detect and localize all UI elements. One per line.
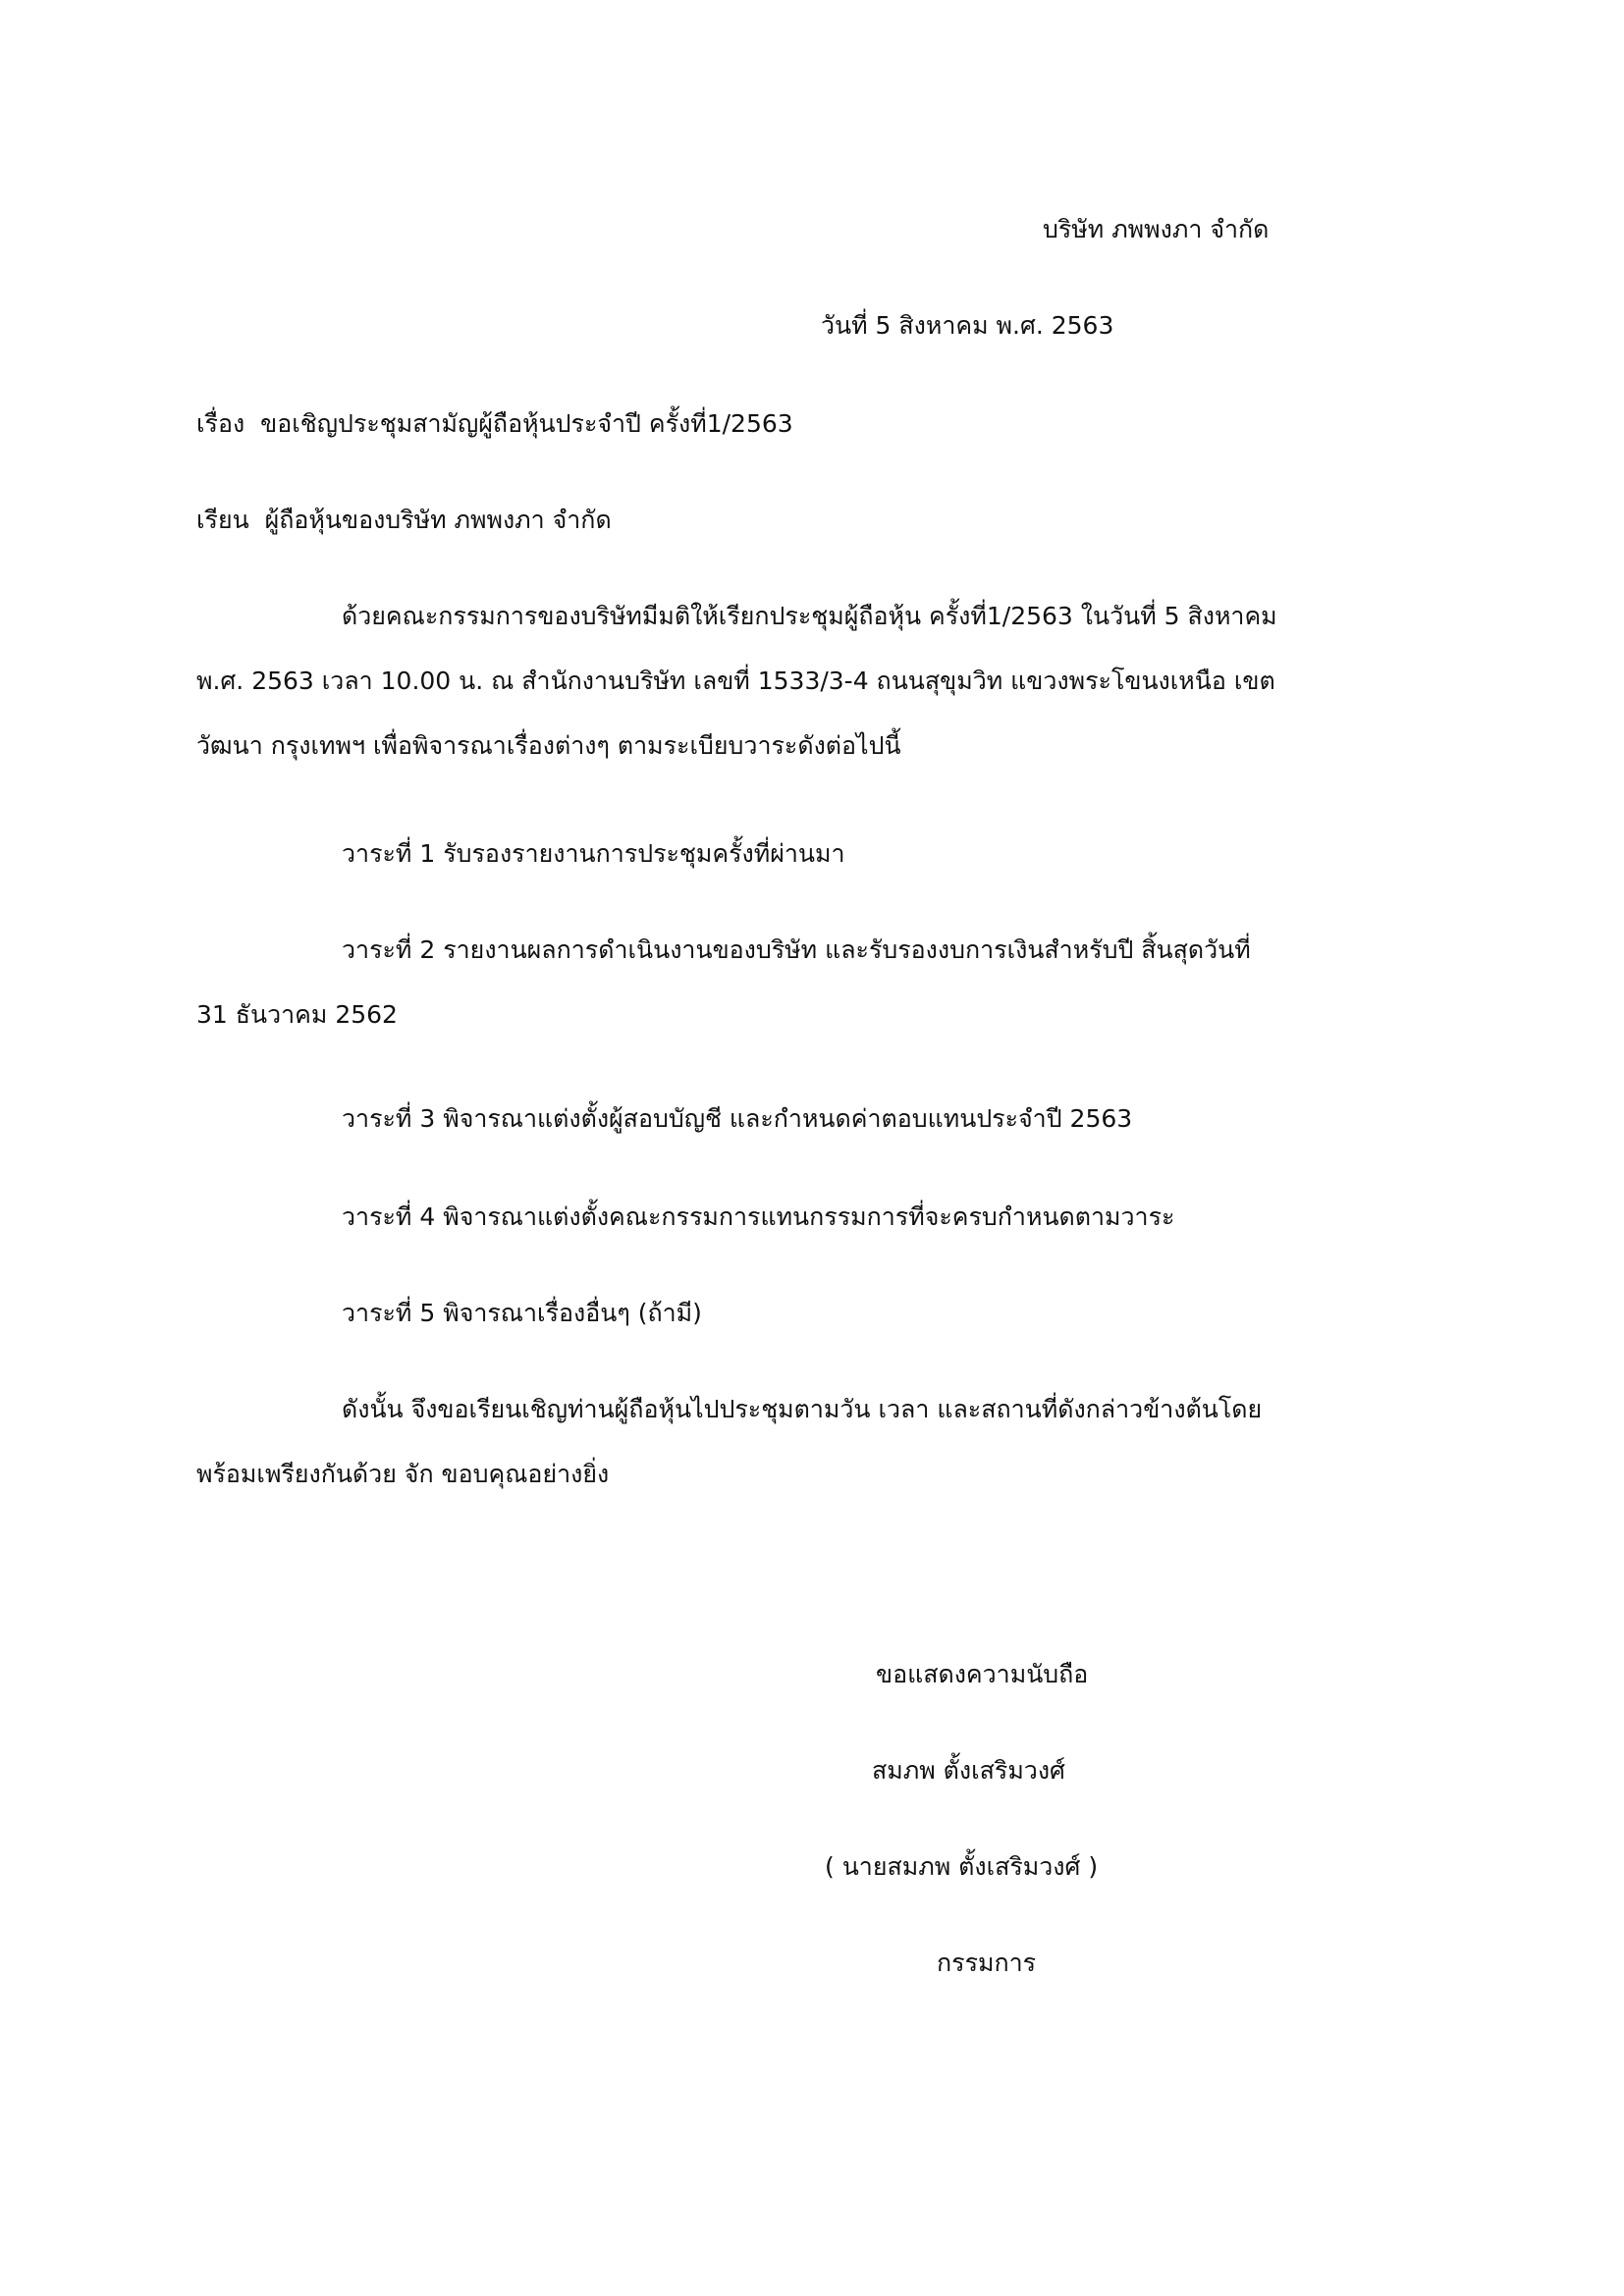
closing-line-2: พร้อมเพรียงกันด้วย จัก ขอบคุณอย่างยิ่ง bbox=[196, 1460, 610, 1488]
recipient-line bbox=[196, 503, 612, 538]
intro-line-3: วัฒนา กรุงเทพฯ เพื่อพิจารณาเรื่องต่างๆ ตามระเบียบวาระดังต่อไปนี้ bbox=[196, 731, 901, 760]
intro-line-2: พ.ศ. 2563 เวลา 10.00 น. ณ สำนักงานบริษัท เลขที่ 1533/3-4 ถนนสุขุมวิท แขวงพระโขนงเหนือ เขต bbox=[196, 667, 1275, 695]
closing-paragraph bbox=[196, 1392, 1414, 1500]
recipient-label: เรียน bbox=[196, 506, 249, 534]
agenda-item-3: วาระที่ 3 พิจารณาแต่งตั้งผู้สอบบัญชี และกำหนดค่าตอบแทนประจำปี 2563 bbox=[342, 1104, 1133, 1133]
letter-date: วันที่ 5 สิงหาคม พ.ศ. 2563 bbox=[821, 311, 1114, 340]
agenda-item-4: วาระที่ 4 พิจารณาแต่งตั้งคณะกรรมการแทนกรรมการที่จะครบกำหนดตามวาระ bbox=[342, 1202, 1175, 1231]
signed-name: สมภพ ตั้งเสริมวงศ์ bbox=[872, 1756, 1065, 1785]
recipient-text: ผู้ถือหุ้นของบริษัท ภพพงภา จำกัด bbox=[264, 506, 612, 534]
signer-position: กรรมการ bbox=[937, 1949, 1037, 1977]
agenda-item-1: วาระที่ 1 รับรองรายงานการประชุมครั้งที่ผ่านมา bbox=[342, 839, 845, 868]
subject-label: เรื่อง bbox=[196, 409, 245, 438]
subject-text: ขอเชิญประชุมสามัญผู้ถือหุ้นประจำปี ครั้งที่1/2563 bbox=[260, 409, 793, 438]
subject-line bbox=[196, 406, 793, 442]
agenda-item-2-line-1: วาระที่ 2 รายงานผลการดำเนินงานของบริษัท และรับรองงบการเงินสำหรับปี สิ้นสุดวันที่ bbox=[342, 935, 1251, 964]
agenda-item-5: วาระที่ 5 พิจารณาเรื่องอื่นๆ (ถ้ามี) bbox=[342, 1299, 702, 1327]
agenda-item-2 bbox=[196, 933, 1414, 1041]
intro-line-1: ด้วยคณะกรรมการของบริษัทมีมติให้เรียกประชุมผู้ถือหุ้น ครั้งที่1/2563 ในวันที่ 5 สิงหาคม bbox=[342, 602, 1277, 630]
agenda-item-2-line-2: 31 ธันวาคม 2562 bbox=[196, 1000, 398, 1029]
salutation: ขอแสดงความนับถือ bbox=[876, 1660, 1089, 1688]
company-name: บริษัท ภพพงภา จำกัด bbox=[1043, 215, 1270, 243]
closing-line-1: ดังนั้น จึงขอเรียนเชิญท่านผู้ถือหุ้นไปประชุมตามวัน เวลา และสถานที่ดังกล่าวข้างต้นโดย bbox=[342, 1395, 1263, 1423]
intro-paragraph bbox=[196, 599, 1414, 760]
printed-name: ( นายสมภพ ตั้งเสริมวงศ์ ) bbox=[825, 1852, 1099, 1881]
